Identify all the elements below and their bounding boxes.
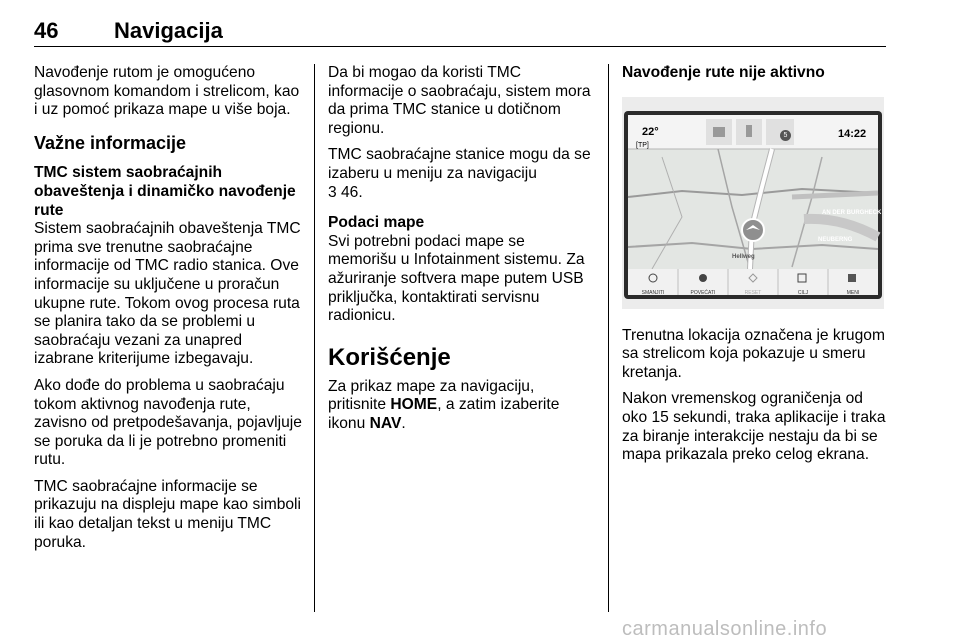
subsection-heading: Podaci mape	[328, 214, 425, 232]
watermark: carmanualsonline.info	[622, 618, 828, 640]
paragraph-text: .	[401, 414, 406, 432]
section-heading: Korišćenje	[328, 343, 451, 371]
destination-button: CILJ	[797, 289, 809, 296]
navigation-screen-illustration	[622, 97, 884, 309]
column-left	[34, 64, 304, 560]
temperature-label: 22°	[642, 125, 659, 138]
page-title: Navigacija	[114, 18, 223, 43]
clock-label: 14:22	[838, 127, 867, 140]
paragraph-text: , a zatim izaberite ikonu	[328, 396, 560, 432]
column-middle	[328, 64, 596, 442]
column-right	[622, 64, 888, 473]
notification-badge: 5	[780, 130, 791, 141]
reset-button: RESET	[744, 289, 762, 296]
paragraph: Da bi mogao da koristi TMC informacije o saobraćaju, sistem mora da prima TMC stanice u dotičnom regionu.	[328, 64, 591, 137]
home-keyword: HOME	[390, 396, 438, 414]
intro-paragraph: Navođenje rutom je omogućeno glasovnom komandom i strelicom, kao i uz pomoć prikaza mape u više boja.	[34, 64, 300, 119]
subsection-heading: Navođenje rute nije aktivno	[622, 64, 825, 81]
column-divider	[608, 64, 609, 612]
page-header	[34, 18, 886, 47]
menu-button: MENI	[846, 289, 860, 296]
road-label: NEUBERNG	[818, 236, 853, 243]
paragraph: Trenutna lokacija označena je krugom sa strelicom koja pokazuje u smeru kretanja.	[622, 326, 885, 381]
road-label: AN DER BURGHECK	[822, 209, 882, 216]
paragraph-text: Za prikaz mape za navigaciju, pritisnite	[328, 377, 535, 414]
paragraph: Ako dođe do problema u saobraćaju tokom aktivnog navođenja rute, zavisno od pretpodešavanja, pojavljuje se poruka da li je potrebno promeniti rutu.	[34, 376, 302, 469]
paragraph: Sistem saobraćajnih obaveštenja TMC prima sve trenutne saobraćajne informacije od TMC radio stanica. Ove informacije su uključene u proračun ukupne rute. Tokom ovog procesa ruta se planira tako da se problemi u saobraćaju vezani za unapred izabrane kriterijume izbegavaju.	[34, 220, 301, 368]
zoom-in-button: POVEĆATI	[690, 289, 716, 296]
paragraph: TMC saobraćajne informacije se prikazuju na displeju mape kao simboli ili kao detaljan tekst u meniju TMC poruka.	[34, 477, 301, 551]
section-heading: Važne informacije	[34, 132, 187, 153]
column-divider	[314, 64, 315, 612]
paragraph	[328, 146, 596, 202]
paragraph-text: TMC saobraćajne stanice mogu da se izaberu u meniju za navigaciju	[328, 146, 591, 182]
zoom-out-button: SMANJITI	[641, 289, 665, 296]
nav-keyword: NAV	[369, 414, 402, 432]
tp-label: [TP]	[636, 141, 649, 149]
paragraph	[328, 378, 596, 434]
page-reference: 3 46.	[328, 183, 363, 201]
subsection-heading: TMC sistem saobraćajnih obaveštenja i dinamičko navođenje rute	[34, 164, 296, 219]
page-number: 46	[34, 18, 59, 43]
paragraph: Nakon vremenskog ograničenja od oko 15 sekundi, traka aplikacije i traka za biranje interakcije nestaju da bi se mapa prikazala preko celog ekrana.	[622, 390, 886, 464]
road-label: Hellweg	[732, 253, 755, 260]
paragraph: Svi potrebni podaci mape se memorišu u Infotainment sistemu. Za ažuriranje softvera mape putem USB priključka, kontaktirati servisnu radionicu.	[328, 232, 585, 325]
